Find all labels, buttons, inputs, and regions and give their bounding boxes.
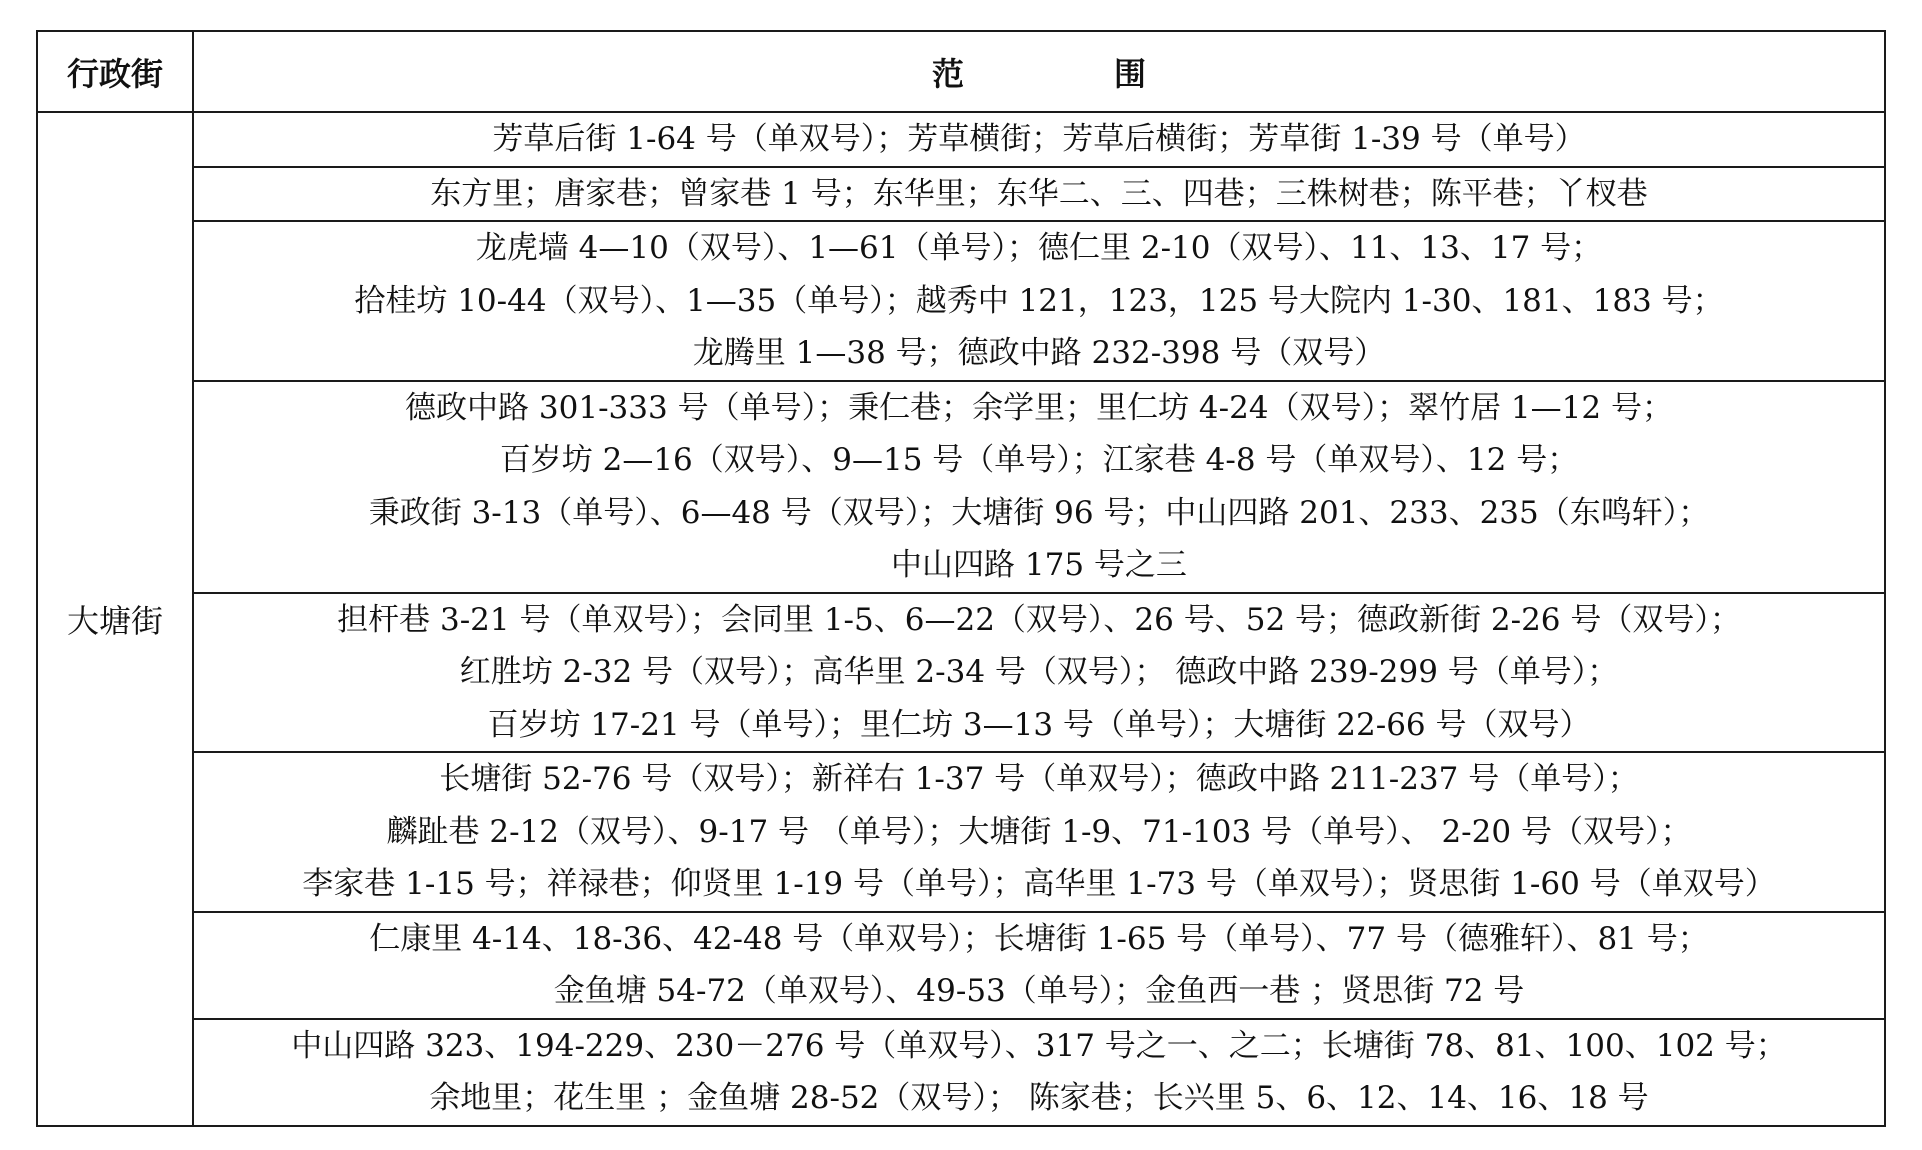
range-line: 红胜坊 2-32 号（双号）；高华里 2-34 号（双号）； 德政中路 239-299 号（单号）； [459, 654, 1619, 690]
range-line: 芳草后街 1-64 号（单双号）；芳草横街；芳草后横街；芳草街 1-39 号（单号） [492, 121, 1586, 157]
table-row [37, 593, 1885, 753]
table-row [37, 1019, 1885, 1126]
range-cell [193, 221, 1885, 381]
range-line: 中山四路 323、194-229、230－276 号（单双号）、317 号之一、之二；长塘街 78、81、100、102 号； [291, 1027, 1787, 1064]
range-line: 秉政街 3-13（单号）、6—48 号（双号）；大塘街 96 号；中山四路 201、233、235（东鸣轩）； [368, 494, 1710, 531]
header-range [193, 31, 1885, 112]
table-row [37, 112, 1885, 167]
district-range-table [36, 30, 1886, 1127]
range-line: 东方里；唐家巷；曾家巷 1 号；东华里；东华二、三、四巷；三株树巷；陈平巷；丫杈巷 [430, 175, 1648, 212]
table-row [37, 912, 1885, 1019]
header-district: 行政街 [37, 31, 193, 112]
range-line: 中山四路 175 号之三 [891, 547, 1187, 583]
table-row [37, 752, 1885, 912]
range-line: 拾桂坊 10-44（双号）、1—35（单号）；越秀中 121，123，125 号大院内 1-30、181、183 号； [354, 282, 1724, 319]
range-line: 麟趾巷 2-12（双号）、9-17 号 （单号）；大塘街 1-9、71-103 号（单号）、 2-20 号（双号）； [386, 813, 1692, 850]
range-cell [193, 112, 1885, 167]
range-cell [193, 381, 1885, 593]
range-cell [193, 167, 1885, 222]
range-cell [193, 752, 1885, 912]
range-cell [193, 1019, 1885, 1126]
header-row [37, 31, 1885, 112]
header-range-char-1: 范 [931, 54, 964, 93]
table-row [37, 221, 1885, 381]
range-line: 李家巷 1-15 号；祥禄巷；仰贤里 1-19 号（单号）；高华里 1-73 号（单双号）；贤思街 1-60 号（单双号） [302, 866, 1776, 902]
table-row [37, 167, 1885, 222]
range-line: 百岁坊 17-21 号（单号）；里仁坊 3—13 号（单号）；大塘街 22-66 号（双号） [487, 706, 1591, 743]
header-range-char-2: 围 [1114, 54, 1147, 93]
table-row [37, 381, 1885, 593]
range-cell [193, 912, 1885, 1019]
range-line: 龙腾里 1—38 号；德政中路 232-398 号（双号） [692, 335, 1386, 371]
range-line: 金鱼塘 54-72（单双号）、49-53（单号）；金鱼西一巷 ；贤思街 72 号 [553, 973, 1525, 1009]
range-cell [193, 593, 1885, 753]
range-line: 长塘街 52-76 号（双号）；新祥右 1-37 号（单双号）；德政中路 211-237 号（单号）； [439, 761, 1639, 797]
range-line: 余地里；花生里 ；金鱼塘 28-52（双号）； 陈家巷；长兴里 5、6、12、14、16、18 号 [429, 1080, 1649, 1116]
district-name: 大塘街 [37, 112, 193, 1126]
range-line: 德政中路 301-333 号（单号）；秉仁巷；余学里；里仁坊 4-24（双号）；翠竹居 1—12 号； [405, 389, 1673, 426]
range-line: 担杆巷 3-21 号（单双号）；会同里 1-5、6—22（双号）、26 号、52 号；德政新街 2-26 号（双号）； [337, 601, 1741, 638]
range-line: 百岁坊 2—16（双号）、9—15 号（单号）；江家巷 4-8 号（单双号）、12 号； [499, 442, 1579, 478]
range-line: 龙虎墙 4—10（双号）、1—61（单号）；德仁里 2-10（双号）、11、13、17 号； [475, 230, 1603, 266]
range-line: 仁康里 4-14、18-36、42-48 号（单双号）；长塘街 1-65 号（单号）、77 号（德雅轩）、81 号； [369, 920, 1709, 957]
